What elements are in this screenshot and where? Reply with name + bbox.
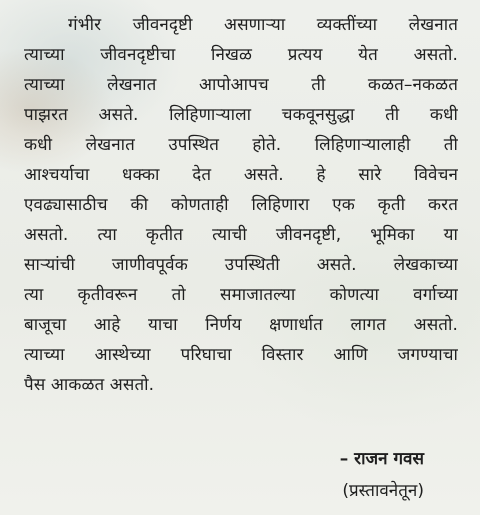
passage-line: आश्चर्याचा धक्का देत असते. हे सारे विवेचन	[24, 165, 458, 185]
author-name: – राजन गवस	[339, 449, 424, 469]
passage-line: त्याच्या लेखनात आपोआपच ती कळत–नकळत	[24, 75, 458, 95]
passage-line: पाझरत असते. लिहिणाऱ्याला चकवूनसुद्धा ती कधी	[24, 105, 458, 125]
passage-line: गंभीर जीवनदृष्टी असणाऱ्या व्यक्तींच्या लेखनात	[68, 15, 458, 35]
passage-line: एवढ्यासाठीच की कोणताही लिहिणारा एक कृती करत	[24, 195, 458, 215]
source-note: (प्रस्तावनेतून)	[342, 481, 424, 501]
passage-line: कधी लेखनात उपस्थित होते. लिहिणाऱ्यालाही ती	[24, 135, 458, 155]
passage-line: त्याच्या आस्थेच्या परिघाचा विस्तार आणि जगण्याचा	[24, 345, 458, 365]
passage	[24, 10, 458, 400]
passage-line: असतो. त्या कृतीत त्याची जीवनदृष्टी, भूमिका या	[24, 225, 458, 245]
passage-line: बाजूचा आहे याचा निर्णय क्षणार्धात लागत असतो.	[24, 315, 458, 335]
passage-line: त्याच्या जीवनदृष्टीचा निखळ प्रत्यय येत असतो.	[24, 45, 458, 65]
passage-line: पैस आकळत असतो.	[24, 375, 155, 395]
passage-line: त्या कृतीवरून तो समाजातल्या कोणत्या वर्गाच्या	[24, 285, 458, 305]
passage-line: साऱ्यांची जाणीवपूर्वक उपस्थिती असते. लेखकाच्या	[24, 255, 458, 275]
